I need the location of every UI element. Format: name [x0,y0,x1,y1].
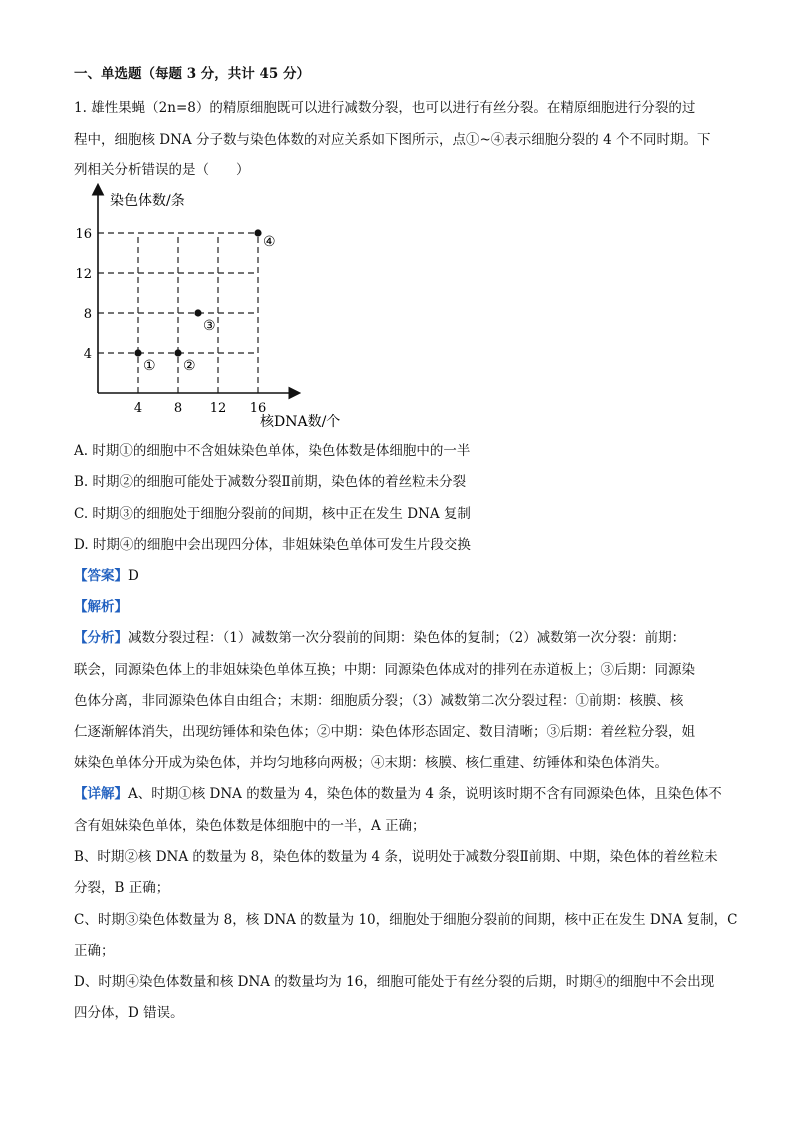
option-b: B. 时期②的细胞可能处于减数分裂Ⅱ前期，染色体的着丝粒未分裂 [74,474,467,490]
fenxi-line-3: 色体分离，非同源染色体自由组合；末期：细胞质分裂；（3）减数第二次分裂过程：①前期：核膜、核 [74,693,684,709]
option-c: C. 时期③的细胞处于细胞分裂前的间期，核中正在发生 DNA 复制 [74,506,471,522]
fenxi-label: 【分析】 [74,630,128,646]
fenxi-line-5: 妹染色单体分开成为染色体，并均匀地移向两极；④末期：核膜、核仁重建、纺锤体和染色体消失。 [74,755,668,771]
y-tick-label-4: 4 [83,347,92,362]
xiangjie-line-7: D、时期④染色体数量和核 DNA 的数量均为 16，细胞可能处于有丝分裂的后期，时期④的细胞中不会出现 [74,974,715,990]
xiangjie-line-4: 分裂，B 正确； [74,880,170,896]
x-tick-label-4: 4 [133,401,143,416]
data-point-label-3: ③ [203,318,216,334]
question-stem-line-3: 列相关分析错误的是（ ） [74,162,250,178]
x-tick-label-12: 12 [209,401,227,416]
fenxi-line-4: 仁逐渐解体消失，出现纺锤体和染色体；②中期：染色体形态固定、数目清晰；③后期：着丝粒分裂，姐 [74,724,695,740]
x-axis-label: 核DNA数/个 [260,414,341,430]
data-point-label-4: ④ [263,234,276,250]
fenxi-line-2: 联会，同源染色体上的非姐妹染色单体互换；中期：同源染色体成对的排列在赤道板上；③后期：同源染 [74,662,695,678]
answer-line [74,566,139,586]
fenxi-line-1: 【分析】减数分裂过程：（1）减数第一次分裂前的间期：染色体的复制；（2）减数第一次分裂：前期： [74,630,686,646]
xiangjie-label: 【详解】 [74,786,128,802]
data-point-2 [174,349,181,356]
xiangjie-line-1: 【详解】A、时期①核 DNA 的数量为 4，染色体的数量为 4 条，说明该时期不含有同源染色体，且染色体不 [74,786,722,802]
y-axis-label: 染色体数/条 [110,193,185,209]
question-stem-line-1: 1. 雄性果蝇（2n=8）的精原细胞既可以进行减数分裂，也可以进行有丝分裂。在精原细胞进行分裂的过 [74,100,696,116]
xiangjie-line-2: 含有姐妹染色单体，染色体数是体细胞中的一半，A 正确； [74,818,426,834]
question-stem-line-2: 程中，细胞核 DNA 分子数与染色体数的对应关系如下图所示，点①~④表示细胞分裂的 4 个不同时期。下 [74,132,711,148]
data-point-label-1: ① [143,358,156,374]
xiangjie-line-6: 正确； [74,943,115,959]
y-tick-label-16: 16 [75,227,92,242]
data-point-3 [194,309,201,316]
section-title: 一、单选题（每题 3 分，共计 45 分） [74,66,310,82]
xiangjie-line-3: B、时期②核 DNA 的数量为 8，染色体的数量为 4 条，说明处于减数分裂Ⅱ前期、中期，染色体的着丝粒未 [74,849,718,865]
data-point-label-2: ② [183,358,196,374]
y-tick-label-12: 12 [75,267,92,282]
xiangjie-line-5: C、时期③染色体数量为 8，核 DNA 的数量为 10，细胞处于细胞分裂前的间期，核中正在发生 DNA 复制，C [74,912,738,928]
option-a: A. 时期①的细胞中不含姐妹染色单体，染色体数是体细胞中的一半 [74,443,471,459]
grid-lines [98,233,258,393]
answer-label: 【答案】 [74,568,128,584]
x-tick-label-16: 16 [249,401,267,416]
option-d: D. 时期④的细胞中会出现四分体，非姐妹染色单体可发生片段交换 [74,537,471,553]
analysis-label: 【解析】 [74,599,128,615]
x-tick-label-8: 8 [173,401,183,416]
question-number: 1. [74,100,87,116]
answer-value: D [128,568,139,584]
y-tick-label-8: 8 [83,307,92,322]
data-point-1 [134,349,141,356]
dna-chromosome-chart [75,180,341,430]
data-point-4 [254,229,261,236]
xiangjie-line-8: 四分体，D 错误。 [74,1005,184,1021]
